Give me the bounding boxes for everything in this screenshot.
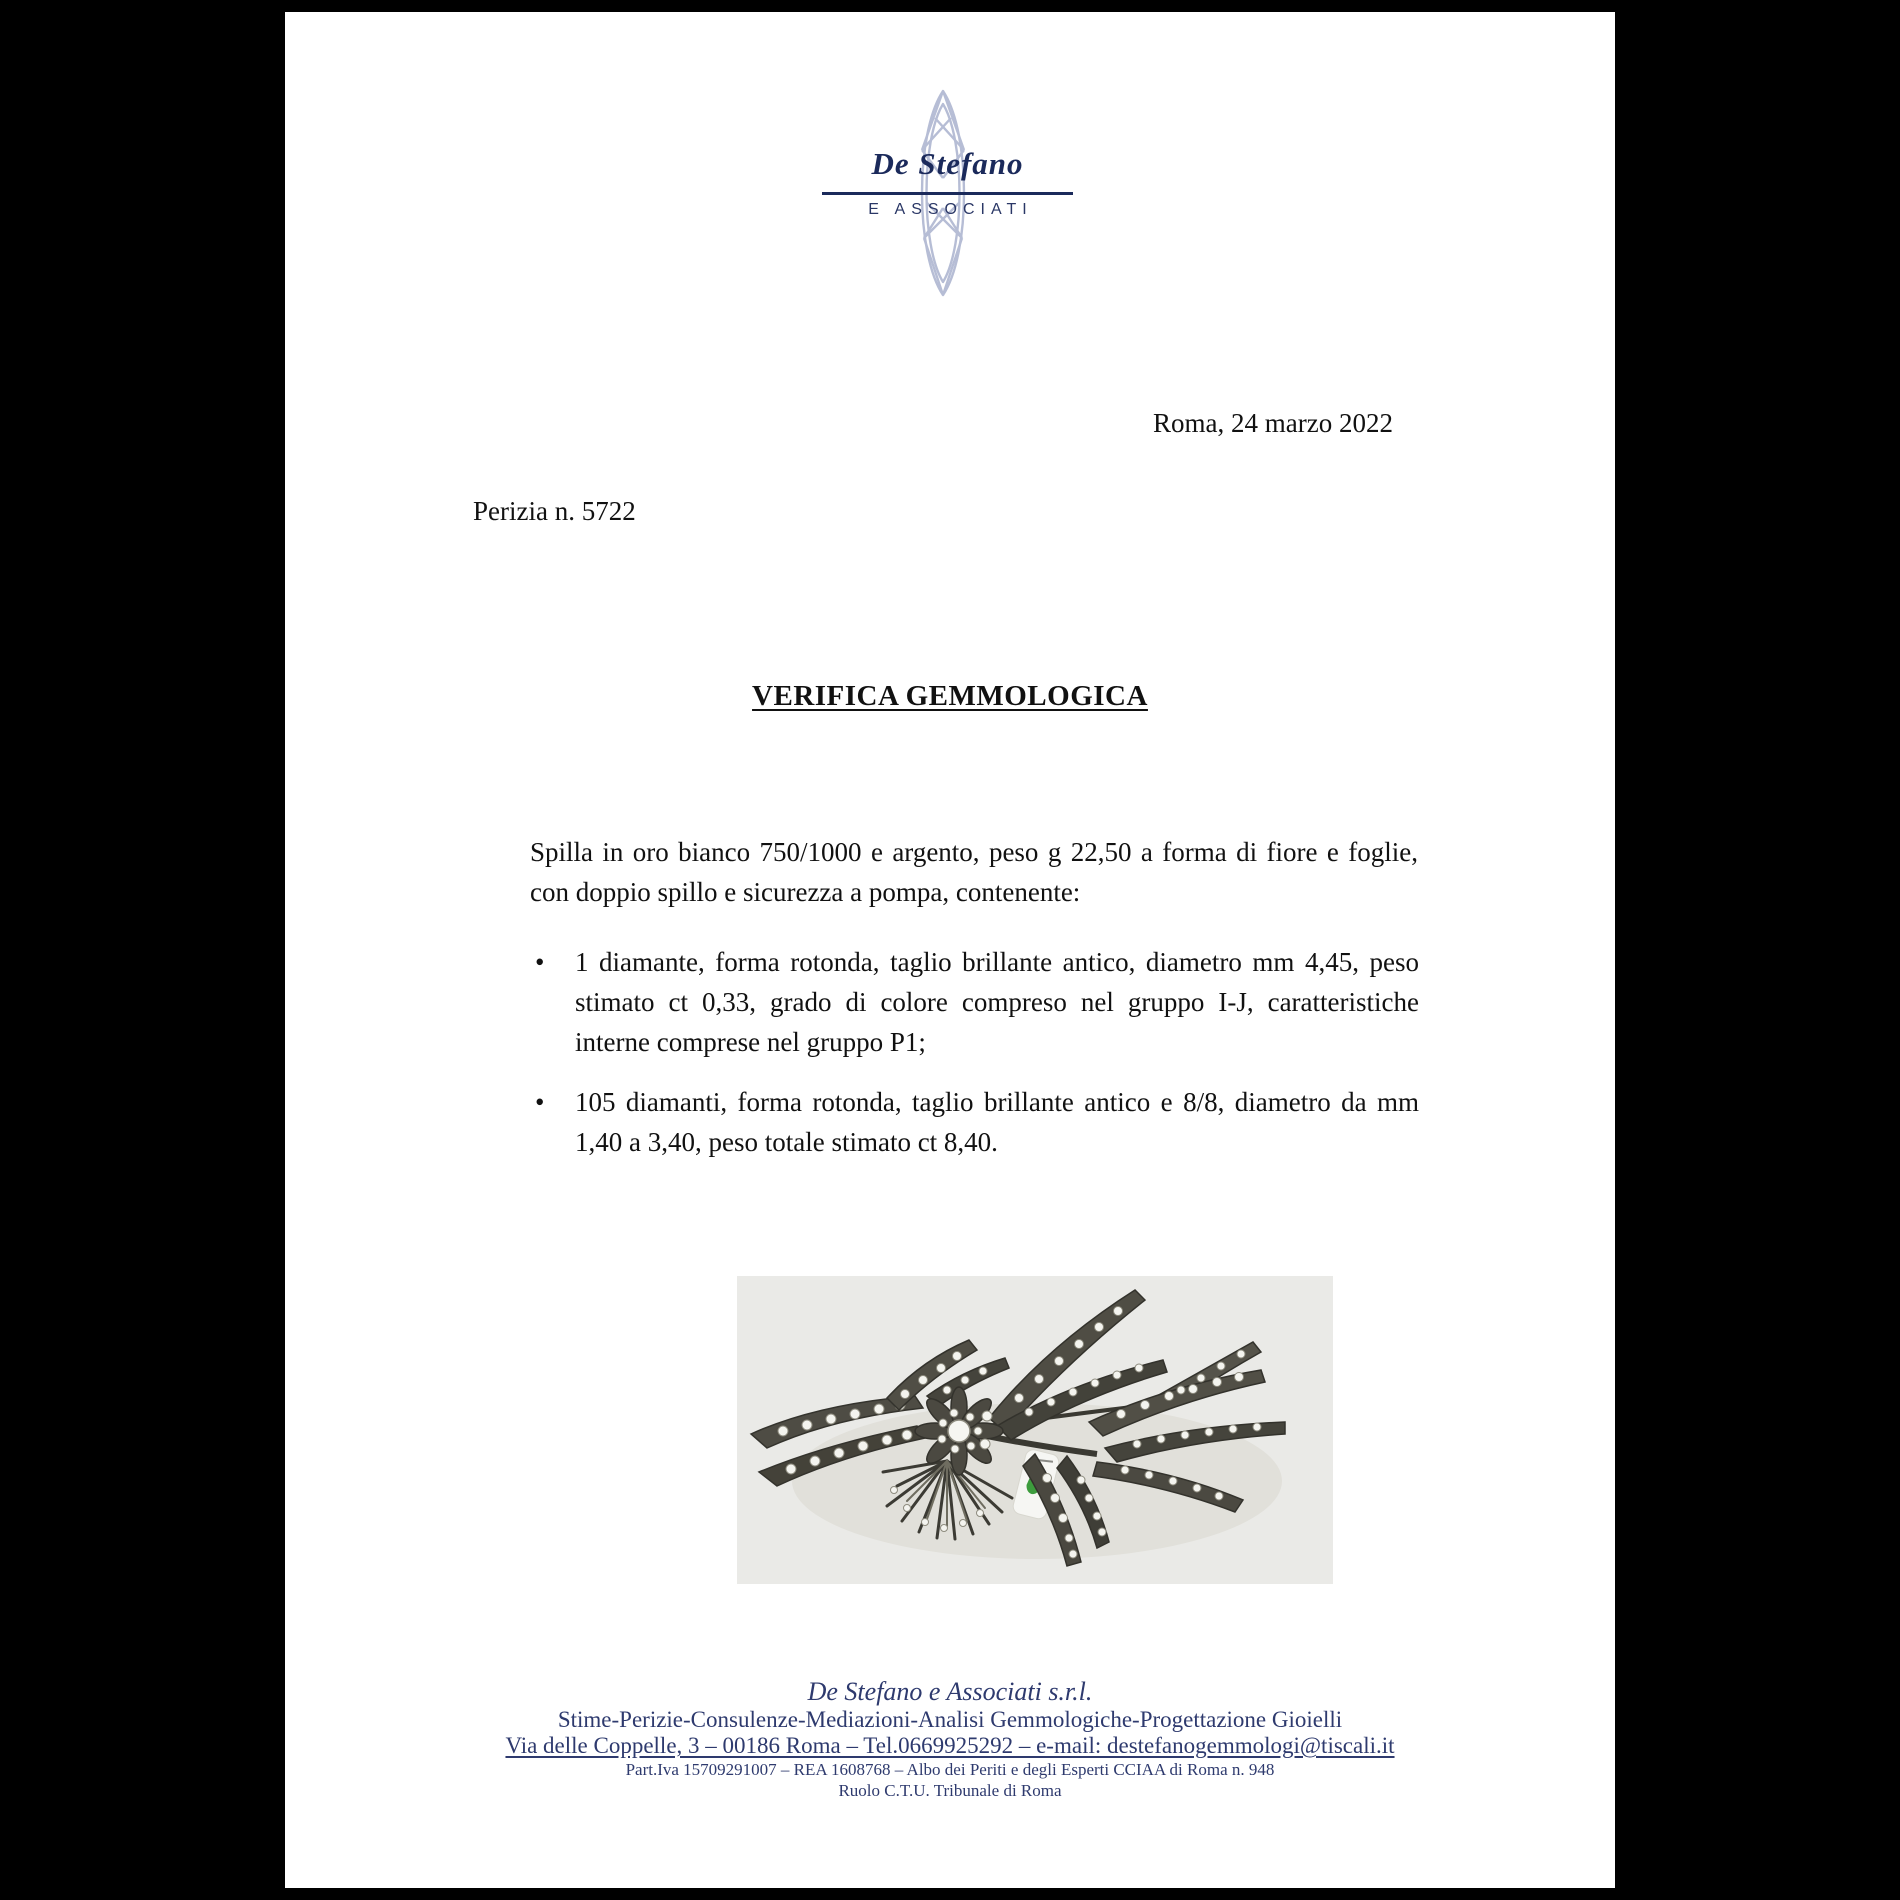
place-date: Roma, 24 marzo 2022	[1153, 408, 1393, 438]
footer-address-email: Via delle Coppelle, 3 – 00186 Roma – Tel.0669925292 – e-mail: destefanogemmologi@tiscali.it	[505, 1733, 1395, 1758]
footer-court-role: Ruolo C.T.U. Tribunale di Roma	[838, 1781, 1062, 1800]
bullet-item-2	[535, 1082, 1419, 1162]
bullet-text: 105 diamanti, forma rotonda, taglio brillante antico e 8/8, diametro da mm 1,40 a 3,40, peso totale stimato ct 8,40.	[575, 1087, 1419, 1157]
footer-registration: Part.Iva 15709291007 – REA 1608768 – Albo dei Periti e degli Esperti CCIAA di Roma n. 948	[625, 1760, 1275, 1779]
document-page	[285, 12, 1615, 1888]
brand-name: De Stefano	[871, 146, 1024, 181]
document-title: VERIFICA GEMMOLOGICA	[752, 680, 1148, 712]
letterhead-logo	[822, 76, 1073, 326]
intro-paragraph: Spilla in oro bianco 750/1000 e argento, peso g 22,50 a forma di fiore e foglie, con doppio spillo e sicurezza a pompa, contenente:	[530, 837, 1418, 907]
bullet-text: 1 diamante, forma rotonda, taglio brillante antico, diametro mm 4,45, peso stimato ct 0,33, grado di colore compreso nel gruppo I-J, caratteristiche interne comprese nel gruppo P1;	[575, 947, 1419, 1057]
footer-company: De Stefano e Associati s.r.l.	[807, 1677, 1093, 1706]
brooch-photo	[737, 1276, 1333, 1584]
letter-footer	[285, 1676, 1615, 1801]
bullet-item-1	[535, 942, 1419, 1062]
center-diamond	[948, 1420, 970, 1442]
bullet-marker: •	[535, 947, 545, 977]
brooch-illustration	[737, 1276, 1333, 1584]
report-number: Perizia n. 5722	[473, 496, 636, 526]
brooch-flower	[915, 1387, 1003, 1475]
footer-services: Stime-Perizie-Consulenze-Mediazioni-Analisi Gemmologiche-Progettazione Gioielli	[557, 1707, 1343, 1732]
brand-divider	[822, 192, 1073, 195]
brand-subtitle: E ASSOCIATI	[868, 201, 1033, 218]
bullet-marker: •	[535, 1087, 545, 1117]
